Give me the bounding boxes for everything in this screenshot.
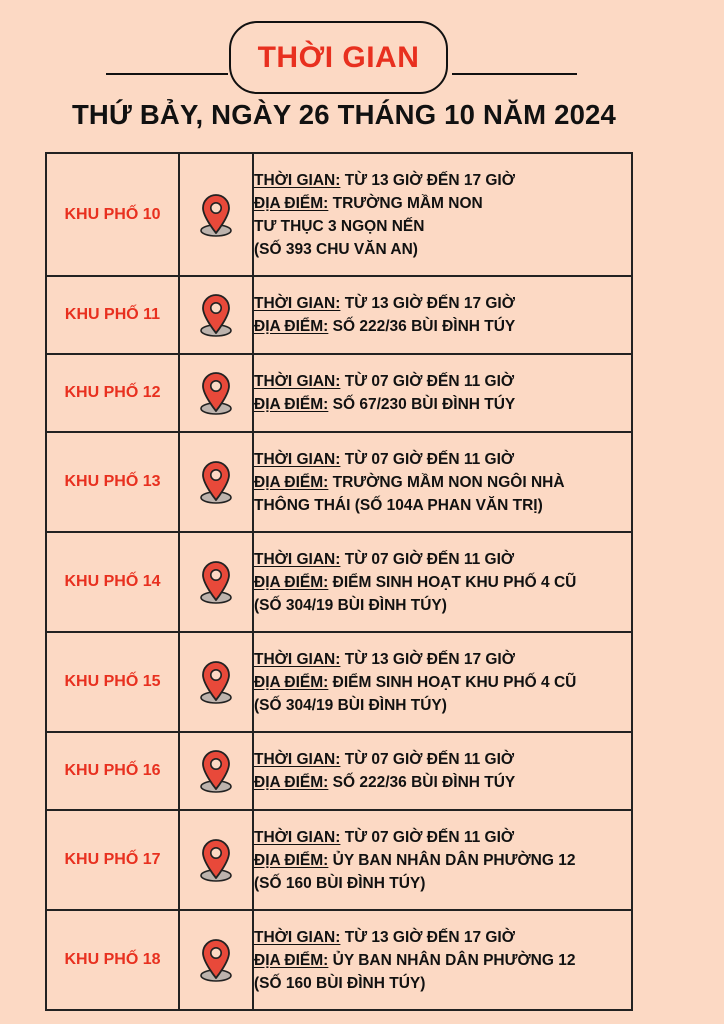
header	[0, 0, 724, 100]
pin-cell	[179, 810, 253, 910]
area-name: KHU PHỐ 16	[46, 732, 179, 810]
pin-cell	[179, 276, 253, 354]
place-label: ĐỊA ĐIỂM:	[254, 194, 329, 212]
time-value: TỪ 13 GIỜ ĐẾN 17 GIỜ	[340, 928, 515, 946]
time-line	[254, 448, 631, 471]
area-name: KHU PHỐ 10	[46, 153, 179, 276]
place-line: (SỐ 160 BÙI ĐÌNH TÚY)	[254, 974, 426, 992]
map-pin-icon	[197, 459, 235, 505]
pin-cell	[179, 432, 253, 532]
pin-cell	[179, 910, 253, 1010]
table-row	[46, 354, 632, 432]
place-value: TRƯỜNG MẦM NON NGÔI NHÀ	[328, 473, 565, 491]
time-value: TỪ 07 GIỜ ĐẾN 11 GIỜ	[340, 751, 515, 768]
place-line: (SỐ 160 BÙI ĐÌNH TÚY)	[254, 874, 426, 892]
place-line	[254, 771, 631, 794]
place-line	[254, 192, 631, 215]
place-value: ĐIỂM SINH HOẠT KHU PHỐ 4 CŨ	[328, 573, 577, 591]
place-value: SỐ 222/36 BÙI ĐÌNH TÚY	[328, 318, 516, 335]
time-line	[254, 370, 631, 393]
place-value: TRƯỜNG MẦM NON	[328, 194, 483, 212]
info-cell	[253, 810, 632, 910]
info-cell	[253, 632, 632, 732]
title-rule-right	[452, 73, 577, 75]
info-cell	[253, 276, 632, 354]
info-cell	[253, 532, 632, 632]
place-line: (SỐ 304/19 BÙI ĐÌNH TÚY)	[254, 696, 447, 714]
place-line	[254, 471, 631, 494]
place-label: ĐỊA ĐIỂM:	[254, 318, 329, 335]
table-row	[46, 732, 632, 810]
time-line	[254, 748, 631, 771]
time-label: THỜI GIAN:	[254, 550, 341, 568]
area-name: KHU PHỐ 18	[46, 910, 179, 1010]
place-line	[254, 671, 631, 694]
area-name: KHU PHỐ 17	[46, 810, 179, 910]
place-value: SỐ 67/230 BÙI ĐÌNH TÚY	[328, 396, 516, 413]
place-label: ĐỊA ĐIỂM:	[254, 396, 329, 413]
place-line: (SỐ 304/19 BÙI ĐÌNH TÚY)	[254, 596, 447, 614]
place-label: ĐỊA ĐIỂM:	[254, 774, 329, 791]
time-label: THỜI GIAN:	[254, 450, 341, 468]
map-pin-icon	[197, 370, 235, 416]
table-row	[46, 276, 632, 354]
map-pin-icon	[197, 937, 235, 983]
title-rule-left	[106, 73, 228, 75]
time-value: TỪ 07 GIỜ ĐẾN 11 GIỜ	[340, 550, 515, 568]
time-line	[254, 926, 631, 949]
place-label: ĐỊA ĐIỂM:	[254, 473, 329, 491]
table-row	[46, 532, 632, 632]
place-line	[254, 315, 631, 338]
time-line	[254, 292, 631, 315]
time-label: THỜI GIAN:	[254, 295, 341, 312]
pin-cell	[179, 153, 253, 276]
place-value: ỦY BAN NHÂN DÂN PHƯỜNG 12	[328, 851, 576, 869]
info-cell	[253, 354, 632, 432]
map-pin-icon	[197, 748, 235, 794]
area-name: KHU PHỐ 11	[46, 276, 179, 354]
place-label: ĐỊA ĐIỂM:	[254, 851, 329, 869]
place-value: ỦY BAN NHÂN DÂN PHƯỜNG 12	[328, 951, 576, 969]
info-cell	[253, 432, 632, 532]
place-value: SỐ 222/36 BÙI ĐÌNH TÚY	[328, 774, 516, 791]
table-row	[46, 910, 632, 1010]
area-name: KHU PHỐ 14	[46, 532, 179, 632]
table-row	[46, 810, 632, 910]
pin-cell	[179, 532, 253, 632]
time-label: THỜI GIAN:	[254, 828, 341, 846]
map-pin-icon	[197, 292, 235, 338]
time-line	[254, 648, 631, 671]
page-title: THỜI GIAN	[229, 21, 448, 94]
place-label: ĐỊA ĐIỂM:	[254, 673, 329, 691]
time-value: TỪ 13 GIỜ ĐẾN 17 GIỜ	[340, 295, 515, 312]
schedule-table	[45, 152, 633, 1011]
place-line: TƯ THỤC 3 NGỌN NẾN	[254, 217, 425, 235]
time-line	[254, 169, 631, 192]
place-value: ĐIỂM SINH HOẠT KHU PHỐ 4 CŨ	[328, 673, 577, 691]
time-line	[254, 548, 631, 571]
info-cell	[253, 910, 632, 1010]
place-line	[254, 849, 631, 872]
time-label: THỜI GIAN:	[254, 373, 341, 390]
time-value: TỪ 07 GIỜ ĐẾN 11 GIỜ	[340, 450, 515, 468]
time-line	[254, 826, 631, 849]
time-label: THỜI GIAN:	[254, 751, 341, 768]
map-pin-icon	[197, 192, 235, 238]
time-value: TỪ 13 GIỜ ĐẾN 17 GIỜ	[340, 171, 515, 189]
time-value: TỪ 07 GIỜ ĐẾN 11 GIỜ	[340, 828, 515, 846]
map-pin-icon	[197, 559, 235, 605]
time-label: THỜI GIAN:	[254, 928, 341, 946]
place-line	[254, 571, 631, 594]
area-name: KHU PHỐ 12	[46, 354, 179, 432]
table-row	[46, 432, 632, 532]
pin-cell	[179, 354, 253, 432]
pin-cell	[179, 632, 253, 732]
area-name: KHU PHỐ 15	[46, 632, 179, 732]
pin-cell	[179, 732, 253, 810]
time-value: TỪ 13 GIỜ ĐẾN 17 GIỜ	[340, 650, 515, 668]
info-cell	[253, 732, 632, 810]
time-label: THỜI GIAN:	[254, 171, 341, 189]
time-value: TỪ 07 GIỜ ĐẾN 11 GIỜ	[340, 373, 515, 390]
place-line	[254, 393, 631, 416]
table-row	[46, 632, 632, 732]
time-label: THỜI GIAN:	[254, 650, 341, 668]
place-label: ĐỊA ĐIỂM:	[254, 573, 329, 591]
place-label: ĐỊA ĐIỂM:	[254, 951, 329, 969]
area-name: KHU PHỐ 13	[46, 432, 179, 532]
place-line: THÔNG THÁI (SỐ 104A PHAN VĂN TRỊ)	[254, 496, 543, 514]
place-line	[254, 949, 631, 972]
info-cell	[253, 153, 632, 276]
map-pin-icon	[197, 837, 235, 883]
map-pin-icon	[197, 659, 235, 705]
table-row	[46, 153, 632, 276]
date-heading: THỨ BẢY, NGÀY 26 THÁNG 10 NĂM 2024	[71, 99, 617, 130]
place-line: (SỐ 393 CHU VĂN AN)	[254, 240, 418, 258]
